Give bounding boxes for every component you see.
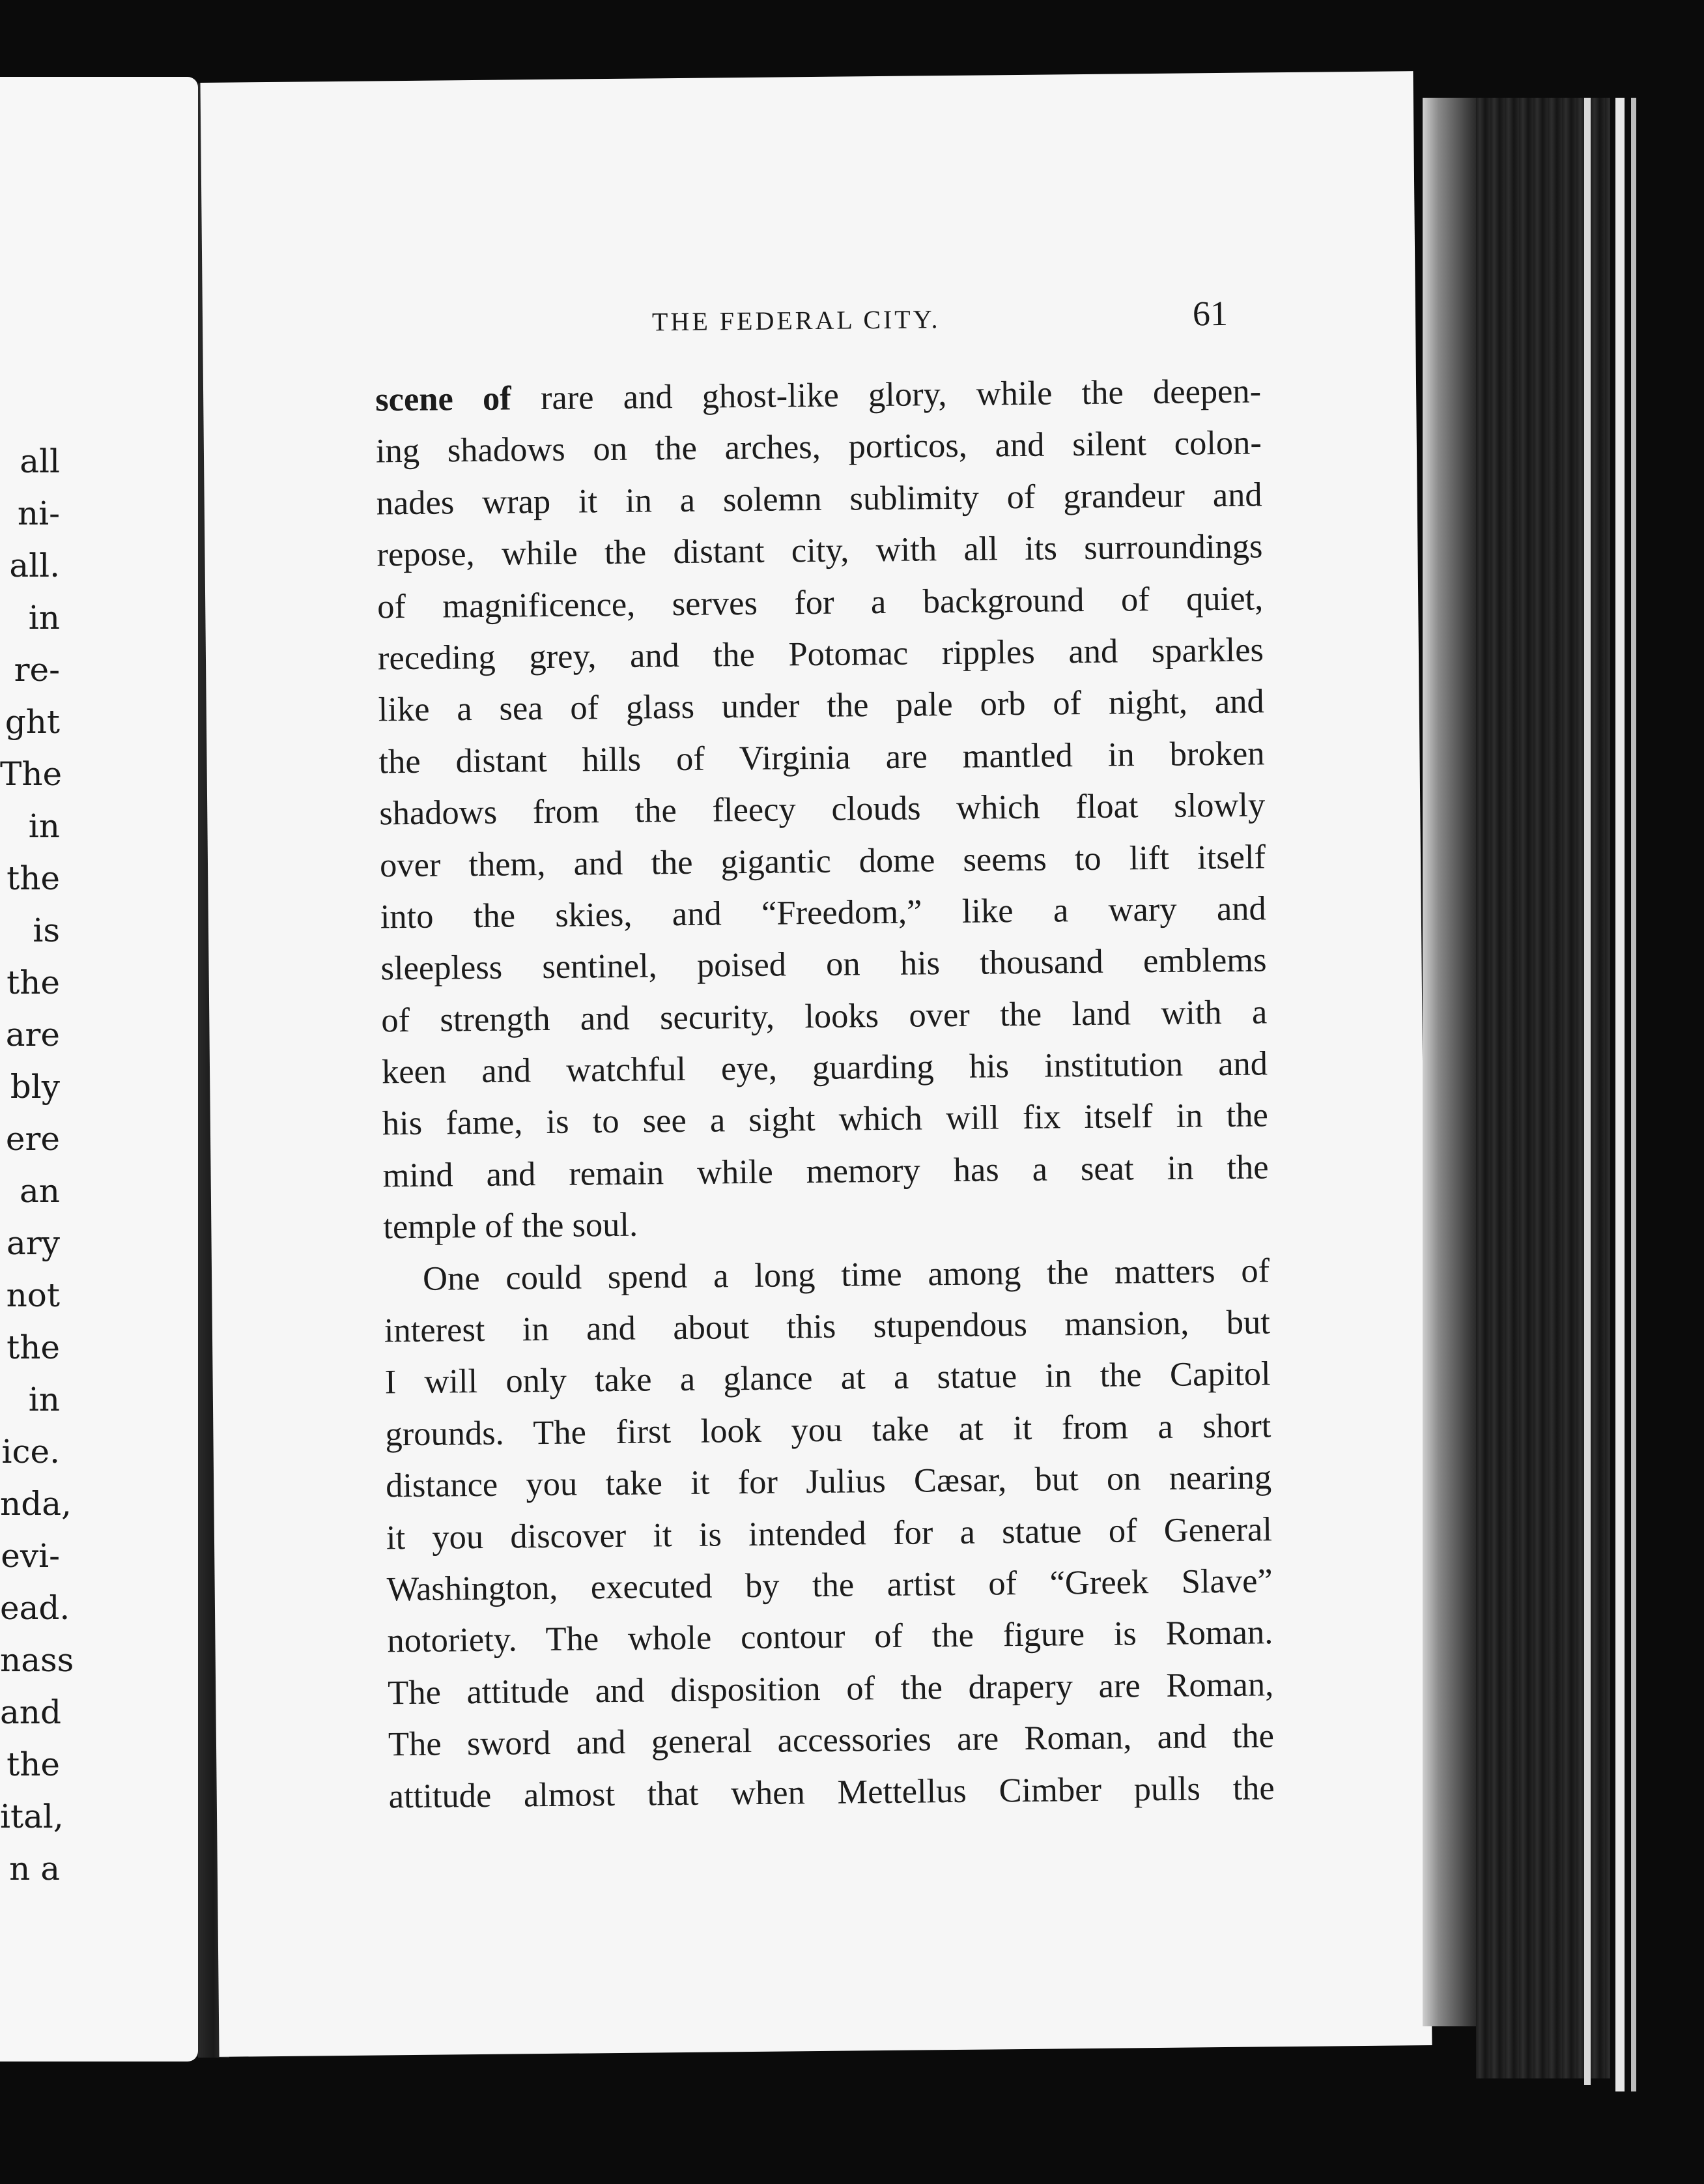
previous-page-line: the [7,1329,60,1366]
previous-page-line: all [20,442,60,480]
previous-page-line: in [28,807,60,845]
text-line-rest: rare and ghost-like glory, while the deepen- [511,372,1262,418]
book-edge-stripe [1615,98,1625,2091]
text-line: attitude almost that when Mettellus Cimber pulls the [388,1768,1275,1815]
text-line: sleepless sentinel, poised on his thousand emblems [380,941,1267,988]
previous-page-line: all. [9,547,60,584]
previous-page-line: ital, [0,1798,64,1835]
previous-page-line: are [5,1016,60,1054]
previous-page-line: bly [10,1068,60,1106]
previous-page-line: ice. [1,1433,60,1471]
text-line: nades wrap it in a solemn sublimity of grandeur and [376,476,1262,523]
page-number: 61 [1192,293,1228,334]
text-line: Washington, executed by the artist of “Greek Slave” [386,1562,1273,1609]
text-line: The sword and general accessories are Roman, and the [388,1717,1275,1764]
text-line: interest in and about this stupendous mansion, but [384,1303,1271,1350]
previous-page-line: re- [14,651,60,689]
previous-page [0,77,198,2062]
book-edge-stripe [1584,98,1591,2085]
page-edge-shadow [1423,98,1476,2026]
text-line: the distant hills of Virginia are mantled in broken [378,734,1265,781]
text-line: repose, while the distant city, with all its surroundings [376,527,1263,574]
text-line: I will only take a glance at a statue in the Capitol [384,1355,1271,1401]
text-line: receding grey, and the Potomac ripples and sparkles [377,631,1264,678]
text-line: mind and remain while memory has a seat in the [382,1148,1269,1195]
previous-page-line: n a [9,1850,60,1888]
text-line: like a sea of glass under the pale orb of night, and [378,682,1264,729]
previous-page-line: the [7,1746,60,1783]
previous-page-line: nda, [0,1485,72,1523]
text-line: over them, and the gigantic dome seems to lift itself [379,837,1266,884]
text-line [375,366,1262,425]
text-line: notoriety. The whole contour of the figure is Roman. [387,1613,1273,1660]
previous-page-line: nass [0,1641,74,1679]
running-head: THE FEDERAL CITY. [651,304,941,337]
text-line: distance you take it for Julius Cæsar, but on nearing [385,1458,1272,1505]
previous-page-line: ary [7,1224,60,1262]
text-line: temple of the soul. [383,1205,638,1246]
text-line: into the skies, and “Freedom,” like a wary and [380,889,1267,936]
previous-page-line: the [7,964,60,1001]
body-text [375,366,1275,1822]
previous-page-line: not [6,1276,60,1314]
first-words: scene of [375,379,511,419]
previous-page-line: ere [5,1120,60,1158]
book-page [201,71,1432,2057]
text-line: keen and watchful eye, guarding his institution and [381,1044,1268,1091]
previous-page-line: is [33,912,60,949]
text-line: ing shadows on the arches, porticos, and silent colon- [375,424,1262,470]
previous-page-line: ead. [0,1589,70,1627]
previous-page-line: The [0,755,63,793]
previous-page-line: evi- [1,1537,60,1575]
previous-page-line: and [0,1693,62,1731]
text-line: The attitude and disposition of the drapery are Roman, [387,1665,1274,1712]
previous-page-line: in [28,1381,60,1418]
paragraph-start-line: One could spend a long time among the matters of [422,1251,1270,1298]
text-line: his fame, is to see a sight which will fix itself in the [382,1096,1269,1143]
text-line: shadows from the fleecy clouds which float slowly [379,786,1266,833]
text-line: it you discover it is intended for a statue of General [386,1510,1273,1557]
previous-page-text [0,442,74,1901]
text-line: grounds. The first look you take at it from a short [385,1407,1271,1454]
previous-page-line: an [19,1172,60,1210]
previous-page-line: the [7,859,60,897]
book-edge-stripe [1631,98,1636,2091]
text-line: of strength and security, looks over the land with a [381,993,1268,1040]
text-line: of magnificence, serves for a background of quiet, [376,579,1264,625]
previous-page-line: in [28,599,60,637]
previous-page-line: ni- [17,495,60,532]
previous-page-line: ght [5,703,60,741]
